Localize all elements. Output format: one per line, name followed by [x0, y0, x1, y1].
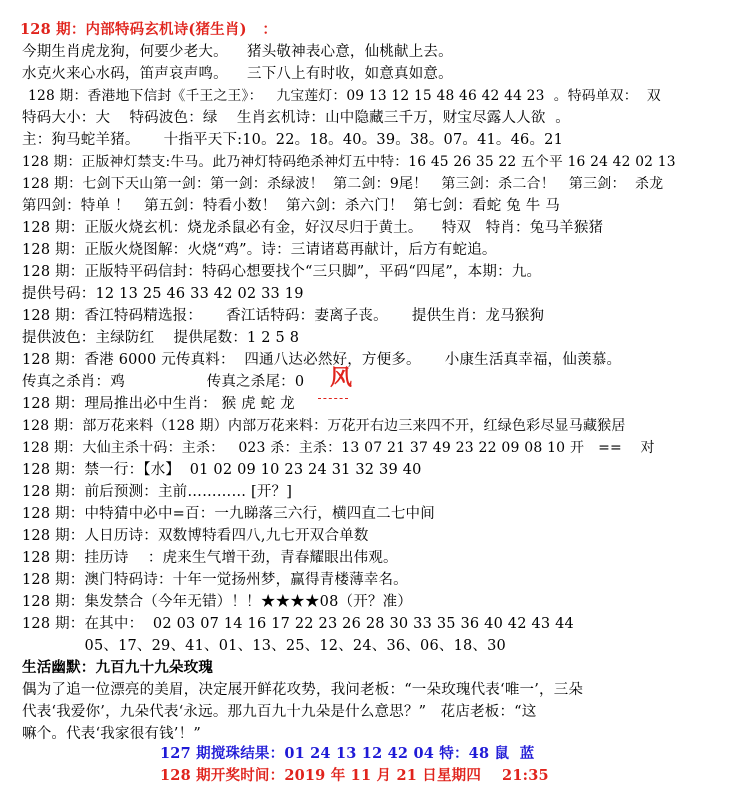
text-line: 128 期：七剑下天山第一剑：第一剑：杀绿波！ 第二剑：9尾！ 第三剑：杀二合！ 第三剑： 杀龙: [22, 176, 664, 192]
text-line: 128 期：前后预测：主前………… [开？]: [22, 484, 293, 500]
draw-time-line: 128 期开奖时间：2019 年 11 月 21 日星期四 21:35: [160, 767, 549, 784]
text-line: 提供号码：12 13 25 46 33 42 02 33 19: [22, 286, 304, 302]
text-line: 05、17、29、41、01、13、25、12、24、36、06、18、30: [22, 638, 506, 654]
result-line: 127 期搅珠结果：01 24 13 12 42 04 特：48 鼠 蓝: [160, 745, 535, 762]
text-line: 128 期：集发禁合（今年无错）！！★★★★08（开？准）: [22, 594, 413, 610]
text-line: 128 期：正版特平码信封：特码心想要找个“三只脚”，平码“四尾”，本期：九。: [22, 264, 542, 280]
poem-line-2: 水克火来心水码，笛声哀声鸣。 三下八上有时收，如意真如意。: [22, 66, 453, 82]
text-line: 128 期：正版火烧图解：火烧“鸡”。诗：三请诸葛再献计，后方有蛇追。: [22, 242, 497, 258]
text-line: 128 期：香港 6000 元传真料： 四通八达必然好，方便多。 小康生活真幸福，仙羡慕。: [22, 352, 622, 368]
text-line: 128 期：正版火烧玄机：烧龙杀鼠必有金，好汉尽归于黄土。 特双 特肖：兔马羊猴猪: [22, 220, 604, 236]
text-line: 主：狗马蛇羊猪。 十指平天下:10。22。18。40。39。38。07。41。46。21: [22, 132, 564, 148]
humor-line: 代表‘我爱你’，九朵代表‘永远。那九百九十九朵是什么意思？” 花店老板：“这: [22, 704, 537, 720]
text-line: 第四剑：特单 ！ 第五剑：特看小数！ 第六剑：杀六门！ 第七剑：看蛇 兔 牛 马: [22, 198, 560, 214]
text-line: 128 期：人日历诗：双数博特看四八,九七开双合单数: [22, 528, 369, 544]
humor-title: 生活幽默：九百九十九朵玫瑰: [22, 659, 214, 676]
text-line: 128 期：部万花来料（128 期）内部万花来料：万花开右边三来四不开，红绿色彩尽显马藏猴居: [22, 418, 626, 434]
text-line: 提供波色：主绿防红 提供尾数：1 2 5 8: [22, 330, 300, 346]
text-line: 128 期：香江特码精选报： 香江话特码：妻离子丧。 提供生肖：龙马猴狗: [22, 308, 545, 324]
poem-line-1: 今期生肖虎龙狗，何要少老大。 猪头敬神表心意，仙桃献上去。: [22, 44, 453, 60]
handwritten-mark: 风: [330, 365, 353, 391]
humor-line: 偶为了追一位漂亮的美眉，决定展开鲜花攻势，我问老板：“一朵玫瑰代表‘唯一’，三朵: [22, 682, 584, 698]
text-line: 128 期：禁一行：【水】 01 02 09 10 23 24 31 32 39 40: [22, 462, 422, 478]
humor-line: 嘛个。代表‘我家很有钱’！”: [22, 726, 201, 742]
text-line: 128 期：中特猜中必中=百：一九睇落三六行，横四直二七中间: [22, 506, 435, 522]
text-line: 128 期：香港地下信封《千王之王》： 九宝莲灯：09 13 12 15 48 46 42 44 23 。特码单双： 双: [28, 88, 661, 104]
title-line: 128 期：内部特码玄机诗(猪生肖) ：: [20, 21, 278, 38]
text-line: 128 期：在其中： 02 03 07 14 16 17 22 23 26 28 30 33 35 36 40 42 43 44: [22, 616, 574, 632]
text-line: 128 期：大仙主杀十码：主杀： 023 杀：主杀：13 07 21 37 49 23 22 09 08 10 开 == 对: [22, 440, 655, 456]
text-line: 传真之杀肖：鸡 传真之杀尾：0: [22, 374, 305, 390]
text-line: 128 期：理局推出必中生肖： 猴 虎 蛇 龙: [22, 396, 295, 412]
text-line: 128 期：挂历诗 ：虎来生气增干劲，青春耀眼出伟观。: [22, 550, 398, 566]
text-line: 128 期：正版神灯禁支:牛马。此乃神灯特码绝杀神灯五中特：16 45 26 35 22 五个平 16 24 42 02 13: [22, 154, 676, 170]
text-line: 128 期：澳门特码诗：十年一觉扬州梦，赢得青楼薄幸名。: [22, 572, 408, 588]
text-line: 特码大小：大 特码波色：绿 生肖玄机诗：山中隐藏三千万，财宝尽露人人欲 。: [22, 110, 570, 126]
